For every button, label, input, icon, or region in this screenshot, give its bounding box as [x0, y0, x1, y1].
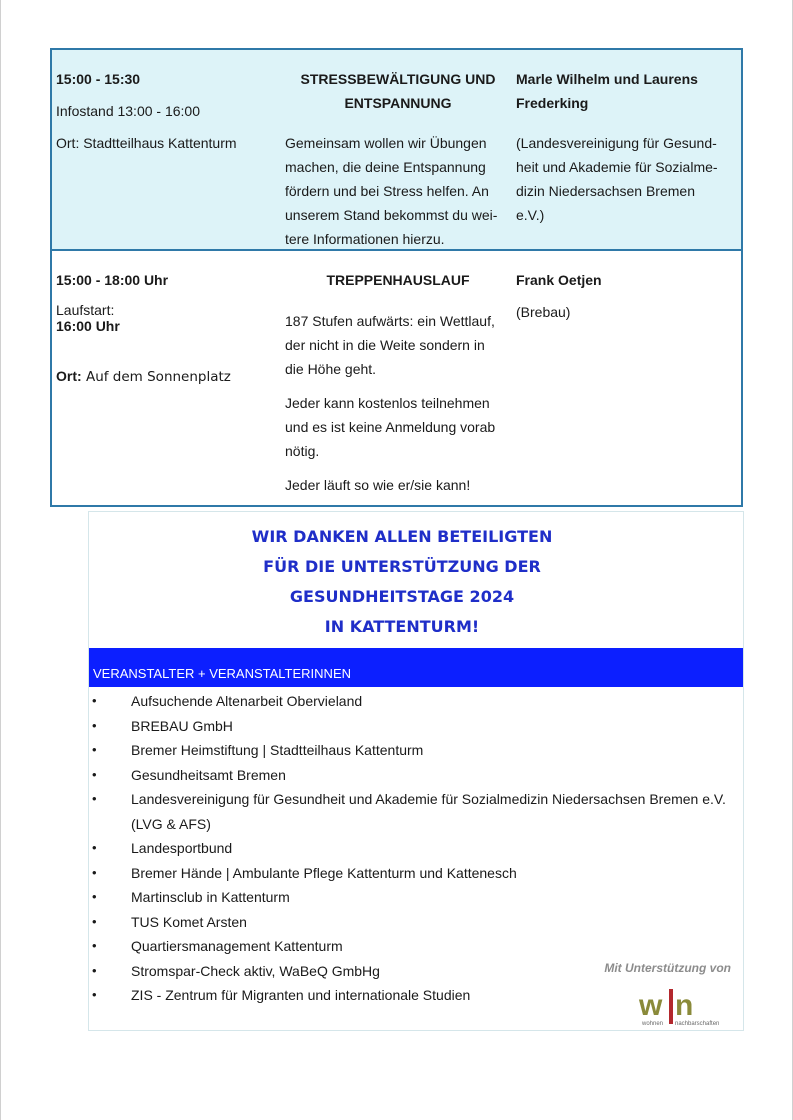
list-item: • ZIS - Zentrum für Migranten und internationale Studien — [89, 983, 743, 1008]
description-line: unserem Stand bekommst du wei- — [285, 207, 498, 223]
organization-line: dizin Niedersachsen Bremen — [516, 183, 695, 199]
schedule-row-stress — [52, 50, 741, 251]
logo-tagline-left: wohnen — [642, 1021, 664, 1027]
list-item: • Gesundheitsamt Bremen — [89, 763, 743, 788]
list-item: • Landesvereinigung für Gesundheit und Akademie für Sozialmedizin Niedersachsen Bremen e.V. (LVG & AFS) — [89, 787, 743, 836]
win-logo — [637, 985, 737, 1029]
description-paragraph — [285, 309, 513, 381]
row-presenter — [516, 67, 740, 115]
description-line: Jeder kann kostenlos teilnehmen — [285, 395, 490, 411]
support-text: Mit Unterstützung von — [604, 961, 731, 975]
row-description — [285, 131, 513, 251]
thanks-title-line: GESUNDHEITSTAGE 2024 — [289, 587, 515, 606]
row-title: TREPPENHAUSLAUF — [326, 272, 470, 288]
list-item: • Landesportbund — [89, 836, 743, 861]
schedule-row-treppenhauslauf — [52, 251, 741, 505]
description-line: und es ist keine Anmeldung vorab — [285, 419, 496, 435]
description-line: nötig. — [285, 443, 320, 459]
location-label: Ort: — [56, 368, 82, 384]
list-item: • Bremer Hände | Ambulante Pflege Kattenturm und Kattenesch — [89, 861, 743, 886]
presenter-line: Frederking — [516, 95, 589, 111]
thanks-title-line: WIR DANKEN ALLEN BETEILIGTEN — [251, 527, 553, 546]
row-title-line: STRESSBEWÄLTIGUNG UND — [300, 71, 496, 87]
list-item: • Martinsclub in Kattenturm — [89, 885, 743, 910]
thanks-title-line: FÜR DIE UNTERSTÜTZUNG DER — [263, 557, 541, 576]
location-value: Auf dem Sonnenplatz — [81, 369, 231, 385]
row-start-time: 16:00 Uhr — [56, 318, 120, 334]
row-title — [284, 67, 512, 115]
description-line: Gemeinsam wollen wir Übungen — [285, 135, 487, 151]
row-info: Infostand 13:00 - 16:00 — [56, 103, 200, 119]
list-item: • Quartiersmanagement Kattenturm — [89, 934, 743, 959]
description-line: die Höhe geht. — [285, 361, 377, 377]
list-item: • BREBAU GmbH — [89, 714, 743, 739]
description-paragraph — [285, 391, 513, 463]
description-paragraph — [285, 473, 513, 497]
presenter-line: Marle Wilhelm und Laurens — [516, 71, 698, 87]
list-item: • Stromspar-Check aktiv, WaBeQ GmbHg — [89, 959, 743, 984]
description-line: machen, die deine Entspannung — [285, 159, 486, 175]
page-edge-left — [0, 0, 1, 1120]
list-item: • TUS Komet Arsten — [89, 910, 743, 935]
row-location — [56, 364, 231, 389]
row-organization — [516, 131, 740, 227]
row-description — [285, 309, 513, 497]
description-line: fördern und bei Stress helfen. An — [285, 183, 489, 199]
logo-letter-n: n — [675, 989, 694, 1022]
organization-line: e.V.) — [516, 207, 545, 223]
description-line: der nicht in die Weite sondern in — [285, 337, 485, 353]
row-presenter: Frank Oetjen — [516, 272, 602, 288]
logo-letter-w: w — [639, 989, 663, 1022]
row-time: 15:00 - 18:00 Uhr — [56, 272, 169, 288]
row-title-line: ENTSPANNUNG — [344, 95, 452, 111]
schedule-table — [50, 48, 743, 507]
row-organization: (Brebau) — [516, 304, 571, 320]
logo-tagline-right: nachbarschaften — [675, 1021, 720, 1027]
logo-bar — [669, 989, 673, 1024]
organization-line: (Landesvereinigung für Gesund- — [516, 135, 717, 151]
row-time: 15:00 - 15:30 — [56, 71, 141, 87]
list-item: • Bremer Heimstiftung | Stadtteilhaus Kattenturm — [89, 738, 743, 763]
thanks-section — [88, 511, 744, 1031]
thanks-title — [89, 522, 715, 642]
thanks-title-line: IN KATTENTURM! — [324, 617, 480, 636]
description-line: 187 Stufen aufwärts: ein Wettlauf, — [285, 313, 495, 329]
organization-line: heit und Akademie für Sozialme- — [516, 159, 718, 175]
description-line: Jeder läuft so wie er/sie kann! — [285, 477, 471, 493]
organizers-heading: VERANSTALTER + VERANSTALTERINNEN — [89, 648, 743, 687]
list-item: • Aufsuchende Altenarbeit Obervieland — [89, 689, 743, 714]
row-location: Ort: Stadtteilhaus Kattenturm — [56, 135, 237, 151]
row-start-label: Laufstart: — [56, 302, 115, 318]
organizers-list — [89, 689, 743, 1008]
description-line: tere Informationen hierzu. — [285, 231, 445, 247]
